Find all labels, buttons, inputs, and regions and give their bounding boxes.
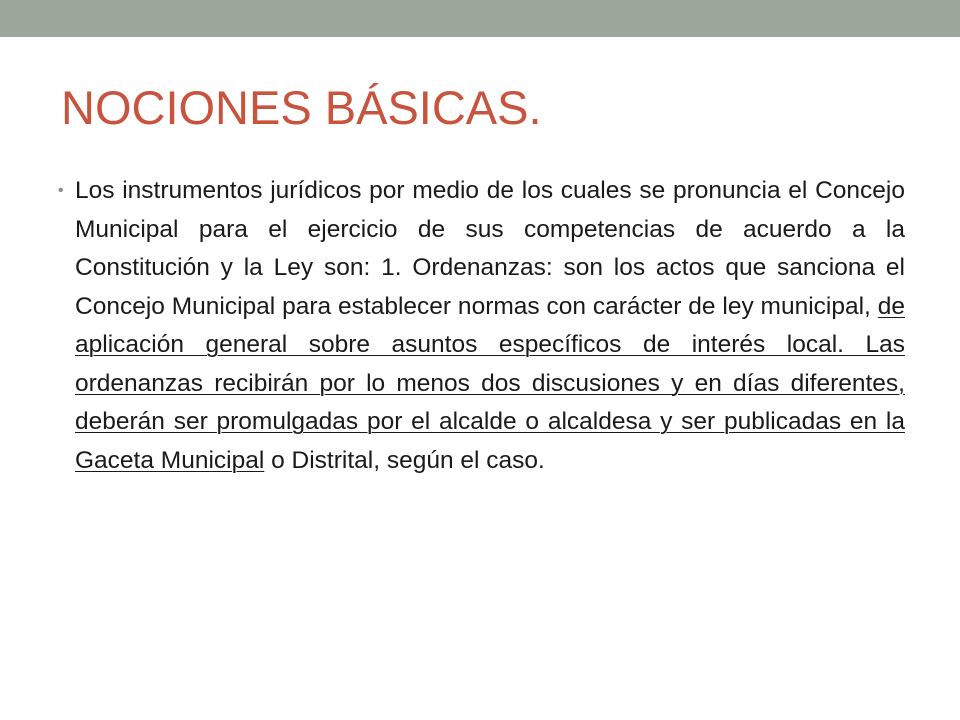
body-intro-text: Los instrumentos jurídicos por medio de los cuales se pronuncia el Concejo Municipal para el ejercicio de sus competencias de acuerdo a la Constitución y la Ley son: 1. Ordenanzas: son los actos que sanciona el Concejo Municipal para establecer normas con carácter de ley municipal, [75, 177, 905, 320]
body-ending-text: o Distrital, según el caso. [264, 446, 545, 474]
top-accent-bar [0, 0, 960, 37]
bullet-point-icon: • [58, 182, 64, 199]
bullet-item [58, 172, 908, 480]
bullet-text [75, 172, 905, 480]
underlined-text: de aplicación general sobre asuntos específicos de interés local. Las ordenanzas recibirán por lo menos dos discusiones y en días diferentes, deberán ser promulgadas por el alcalde o alcaldesa y ser publicadas en la Gaceta Municipal [75, 292, 905, 474]
slide-title: NOCIONES BÁSICAS. [61, 81, 542, 134]
